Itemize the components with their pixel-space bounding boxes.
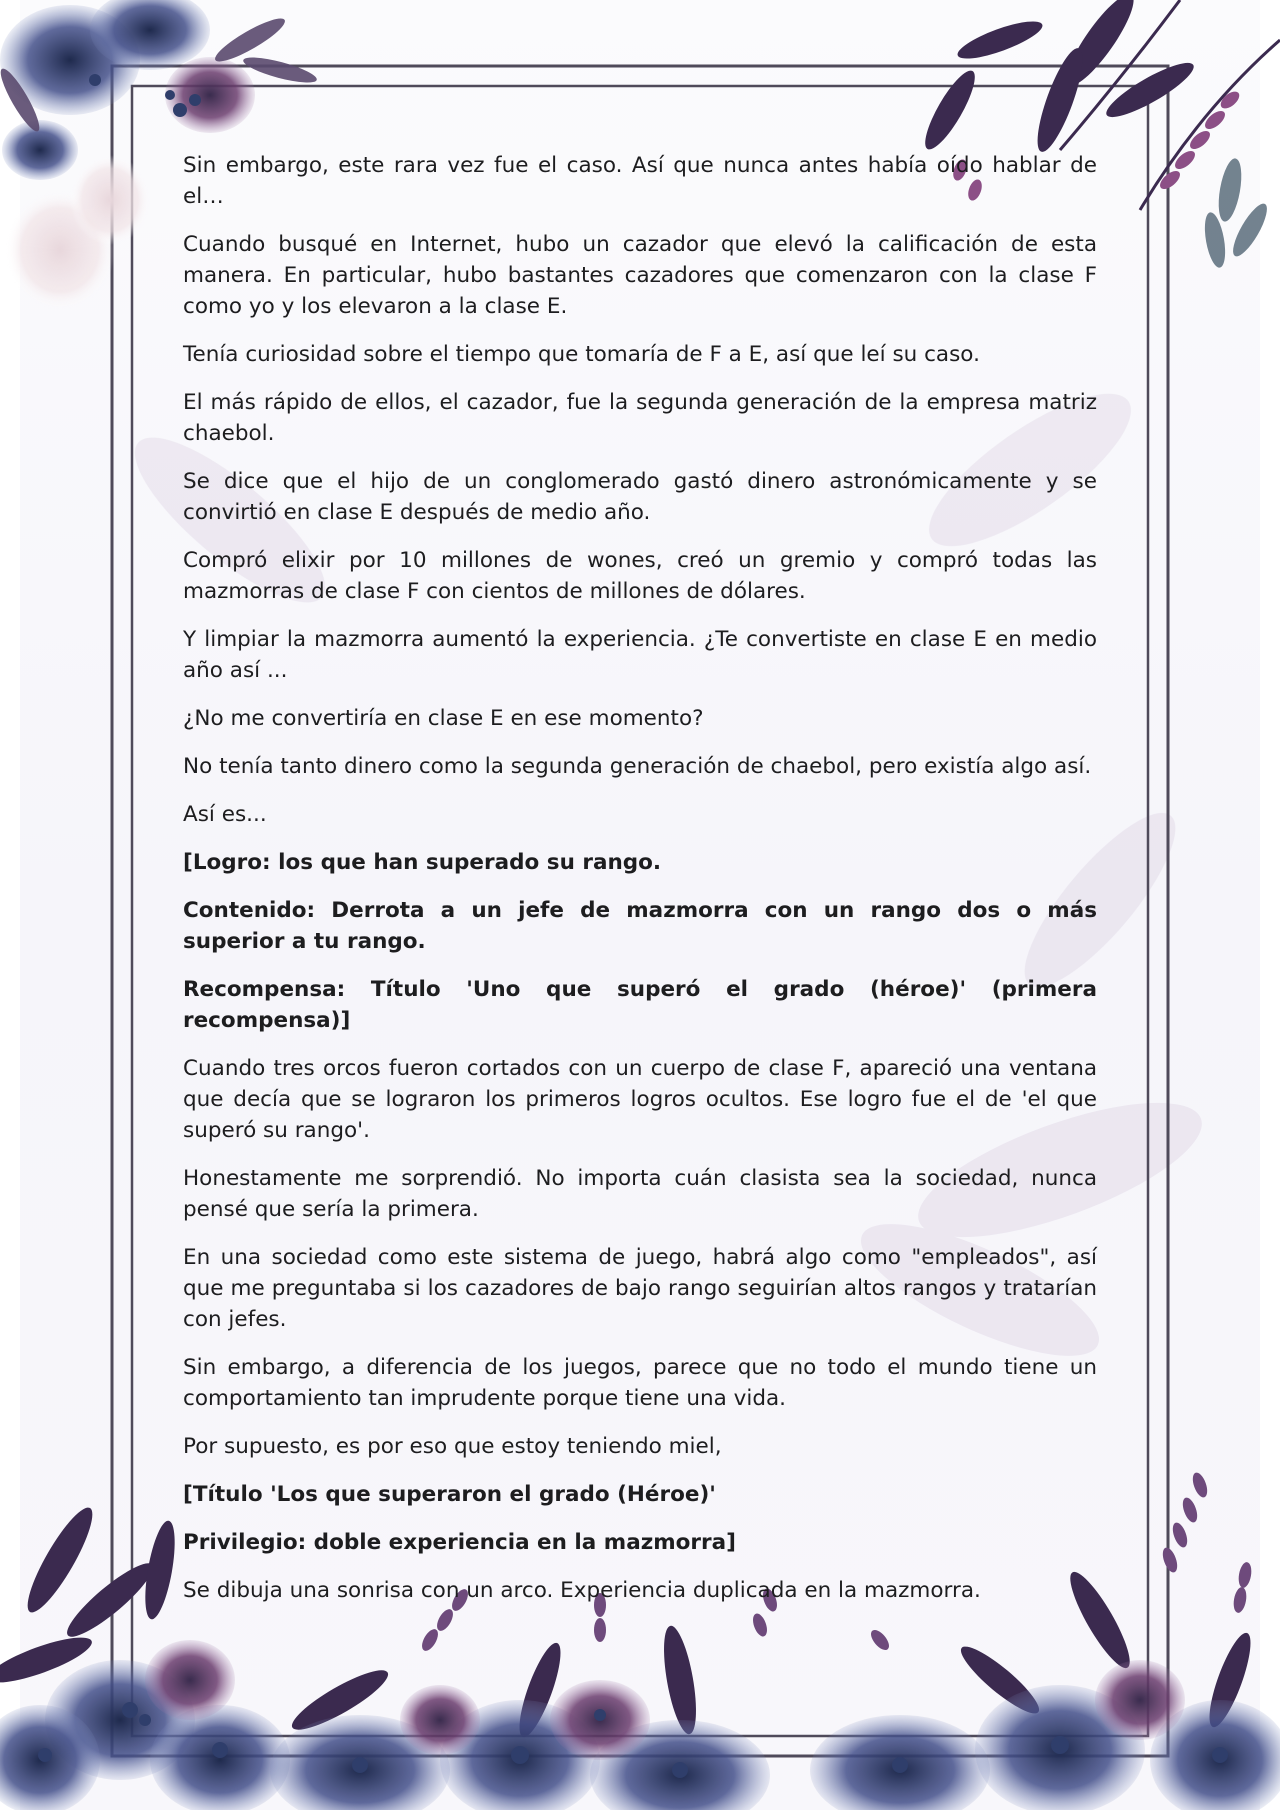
paragraph: Sin embargo, este rara vez fue el caso. Así que nunca antes había oído hablar de el… xyxy=(183,153,1097,209)
paragraph: El más rápido de ellos, el cazador, fue la segunda generación de la empresa matriz chaebol. xyxy=(183,390,1097,446)
paragraph: Se dice que el hijo de un conglomerado gastó dinero astronómicamente y se convirtió en clase E después de medio año. xyxy=(183,469,1097,525)
bold-paragraph: Contenido: Derrota a un jefe de mazmorra con un rango dos o más superior a tu rango. xyxy=(183,898,1097,954)
paragraph: Tenía curiosidad sobre el tiempo que tomaría de F a E, así que leí su caso. xyxy=(183,342,980,367)
paragraph: Se dibuja una sonrisa con un arco. Experiencia duplicada en la mazmorra. xyxy=(183,1578,981,1603)
paragraph: ¿No me convertiría en clase E en ese momento? xyxy=(183,706,704,731)
paragraph: Sin embargo, a diferencia de los juegos, parece que no todo el mundo tiene un comportamiento tan imprudente porque tiene una vida. xyxy=(183,1355,1097,1411)
bold-paragraph: [Título 'Los que superaron el grado (Héroe)' xyxy=(183,1482,716,1507)
paragraph: Y limpiar la mazmorra aumentó la experiencia. ¿Te convertiste en clase E en medio año así ... xyxy=(183,627,1097,683)
paragraph: Cuando busqué en Internet, hubo un cazador que elevó la calificación de esta manera. En particular, hubo bastantes cazadores que comenzaron con la clase F como yo y los elevaron a la clase E. xyxy=(183,232,1097,319)
bold-paragraph: Privilegio: doble experiencia en la mazmorra] xyxy=(183,1530,736,1555)
bold-paragraph: Recompensa: Título 'Uno que superó el grado (héroe)' (primera recompensa)] xyxy=(183,977,1097,1033)
paragraph: En una sociedad como este sistema de juego, habrá algo como "empleados", así que me preguntaba si los cazadores de bajo rango seguirían altos rangos y tratarían con jefes. xyxy=(183,1245,1097,1332)
paragraph: Así es... xyxy=(183,802,267,827)
paragraph: Por supuesto, es por eso que estoy teniendo miel, xyxy=(183,1434,722,1459)
paragraph: Honestamente me sorprendió. No importa cuán clasista sea la sociedad, nunca pensé que sería la primera. xyxy=(183,1166,1097,1222)
bold-paragraph: [Logro: los que han superado su rango. xyxy=(183,850,662,875)
paragraph: No tenía tanto dinero como la segunda generación de chaebol, pero existía algo así. xyxy=(183,754,1092,779)
document-body xyxy=(183,150,1097,1623)
paragraph: Compró elixir por 10 millones de wones, creó un gremio y compró todas las mazmorras de clase F con cientos de millones de dólares. xyxy=(183,548,1097,604)
paragraph: Cuando tres orcos fueron cortados con un cuerpo de clase F, apareció una ventana que decía que se lograron los primeros logros ocultos. Ese logro fue el de 'el que superó su rango'. xyxy=(183,1056,1097,1143)
